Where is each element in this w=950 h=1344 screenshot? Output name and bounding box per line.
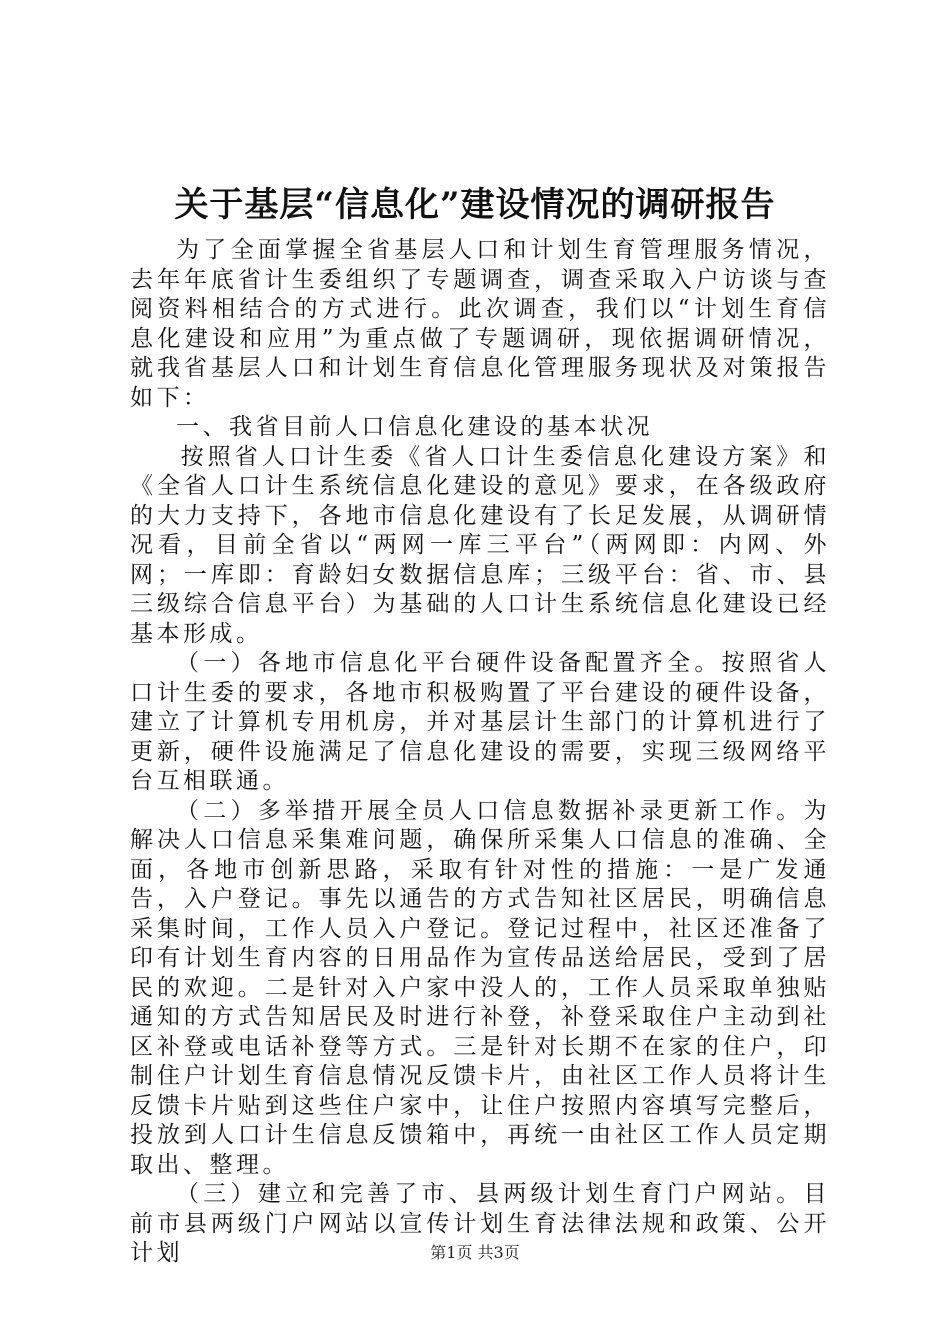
document-body [130,236,830,1269]
paragraph-section-1: 按照省人口计生委《省人口计生委信息化建设方案》和《全省人口计生系统信息化建设的意见》要求，在各级政府的大力支持下，各地市信息化建设有了长足发展，从调研情况看，目前全省以“两网一库三平台”（两网即：内网、外网；一库即：育龄妇女数据信息库；三级平台：省、市、县三级综合信息平台）为基础的人口计生系统信息化建设已经基本形成。 [130,443,830,647]
paragraph-item-1: （一）各地市信息化平台硬件设备配置齐全。按照省人口计生委的要求，各地市积极购置了平台建设的硬件设备，建立了计算机专用机房，并对基层计生部门的计算机进行了更新，硬件设施满足了信息化建设的需要，实现三级网络平台互相联通。 [130,650,830,794]
paragraph-item-2: （二）多举措开展全员人口信息数据补录更新工作。为解决人口信息采集难问题，确保所采集人口信息的准确、全面，各地市创新思路，采取有针对性的措施：一是广发通告，入户登记。事先以通告的方式告知社区居民，明确信息采集时间，工作人员入户登记。登记过程中，社区还准备了印有计划生育内容的日用品作为宣传品送给居民，受到了居民的欢迎。二是针对入户家中没人的，工作人员采取单独贴通知的方式告知居民及时进行补登，补登采取住户主动到社区补登或电话补登等方式。三是针对长期不在家的住户，印制住户计划生育信息情况反馈卡片，由社区工作人员将计生反馈卡片贴到这些住户家中，让住户按照内容填写完整后，投放到人口计生信息反馈箱中，再统一由社区工作人员定期取出、整理。 [130,797,830,1178]
paragraph-item-3: （三）建立和完善了市、县两级计划生育门户网站。目前市县两级门户网站以宣传计划生育法律法规和政策、公开计划 [130,1181,830,1266]
paragraph-intro: 为了全面掌握全省基层人口和计划生育管理服务情况，去年年底省计生委组织了专题调查，调查采取入户访谈与查阅资料相结合的方式进行。此次调查，我们以“计划生育信息化建设和应用”为重点做了专题调研，现依据调研情况，就我省基层人口和计划生育信息化管理服务现状及对策报告如下： [130,237,830,411]
document-title: 关于基层“信息化”建设情况的调研报告 [174,185,776,225]
section-heading-1: 一、我省目前人口信息化建设的基本状况 [176,414,653,440]
page-footer: 第1页 共3页 [430,1243,520,1262]
